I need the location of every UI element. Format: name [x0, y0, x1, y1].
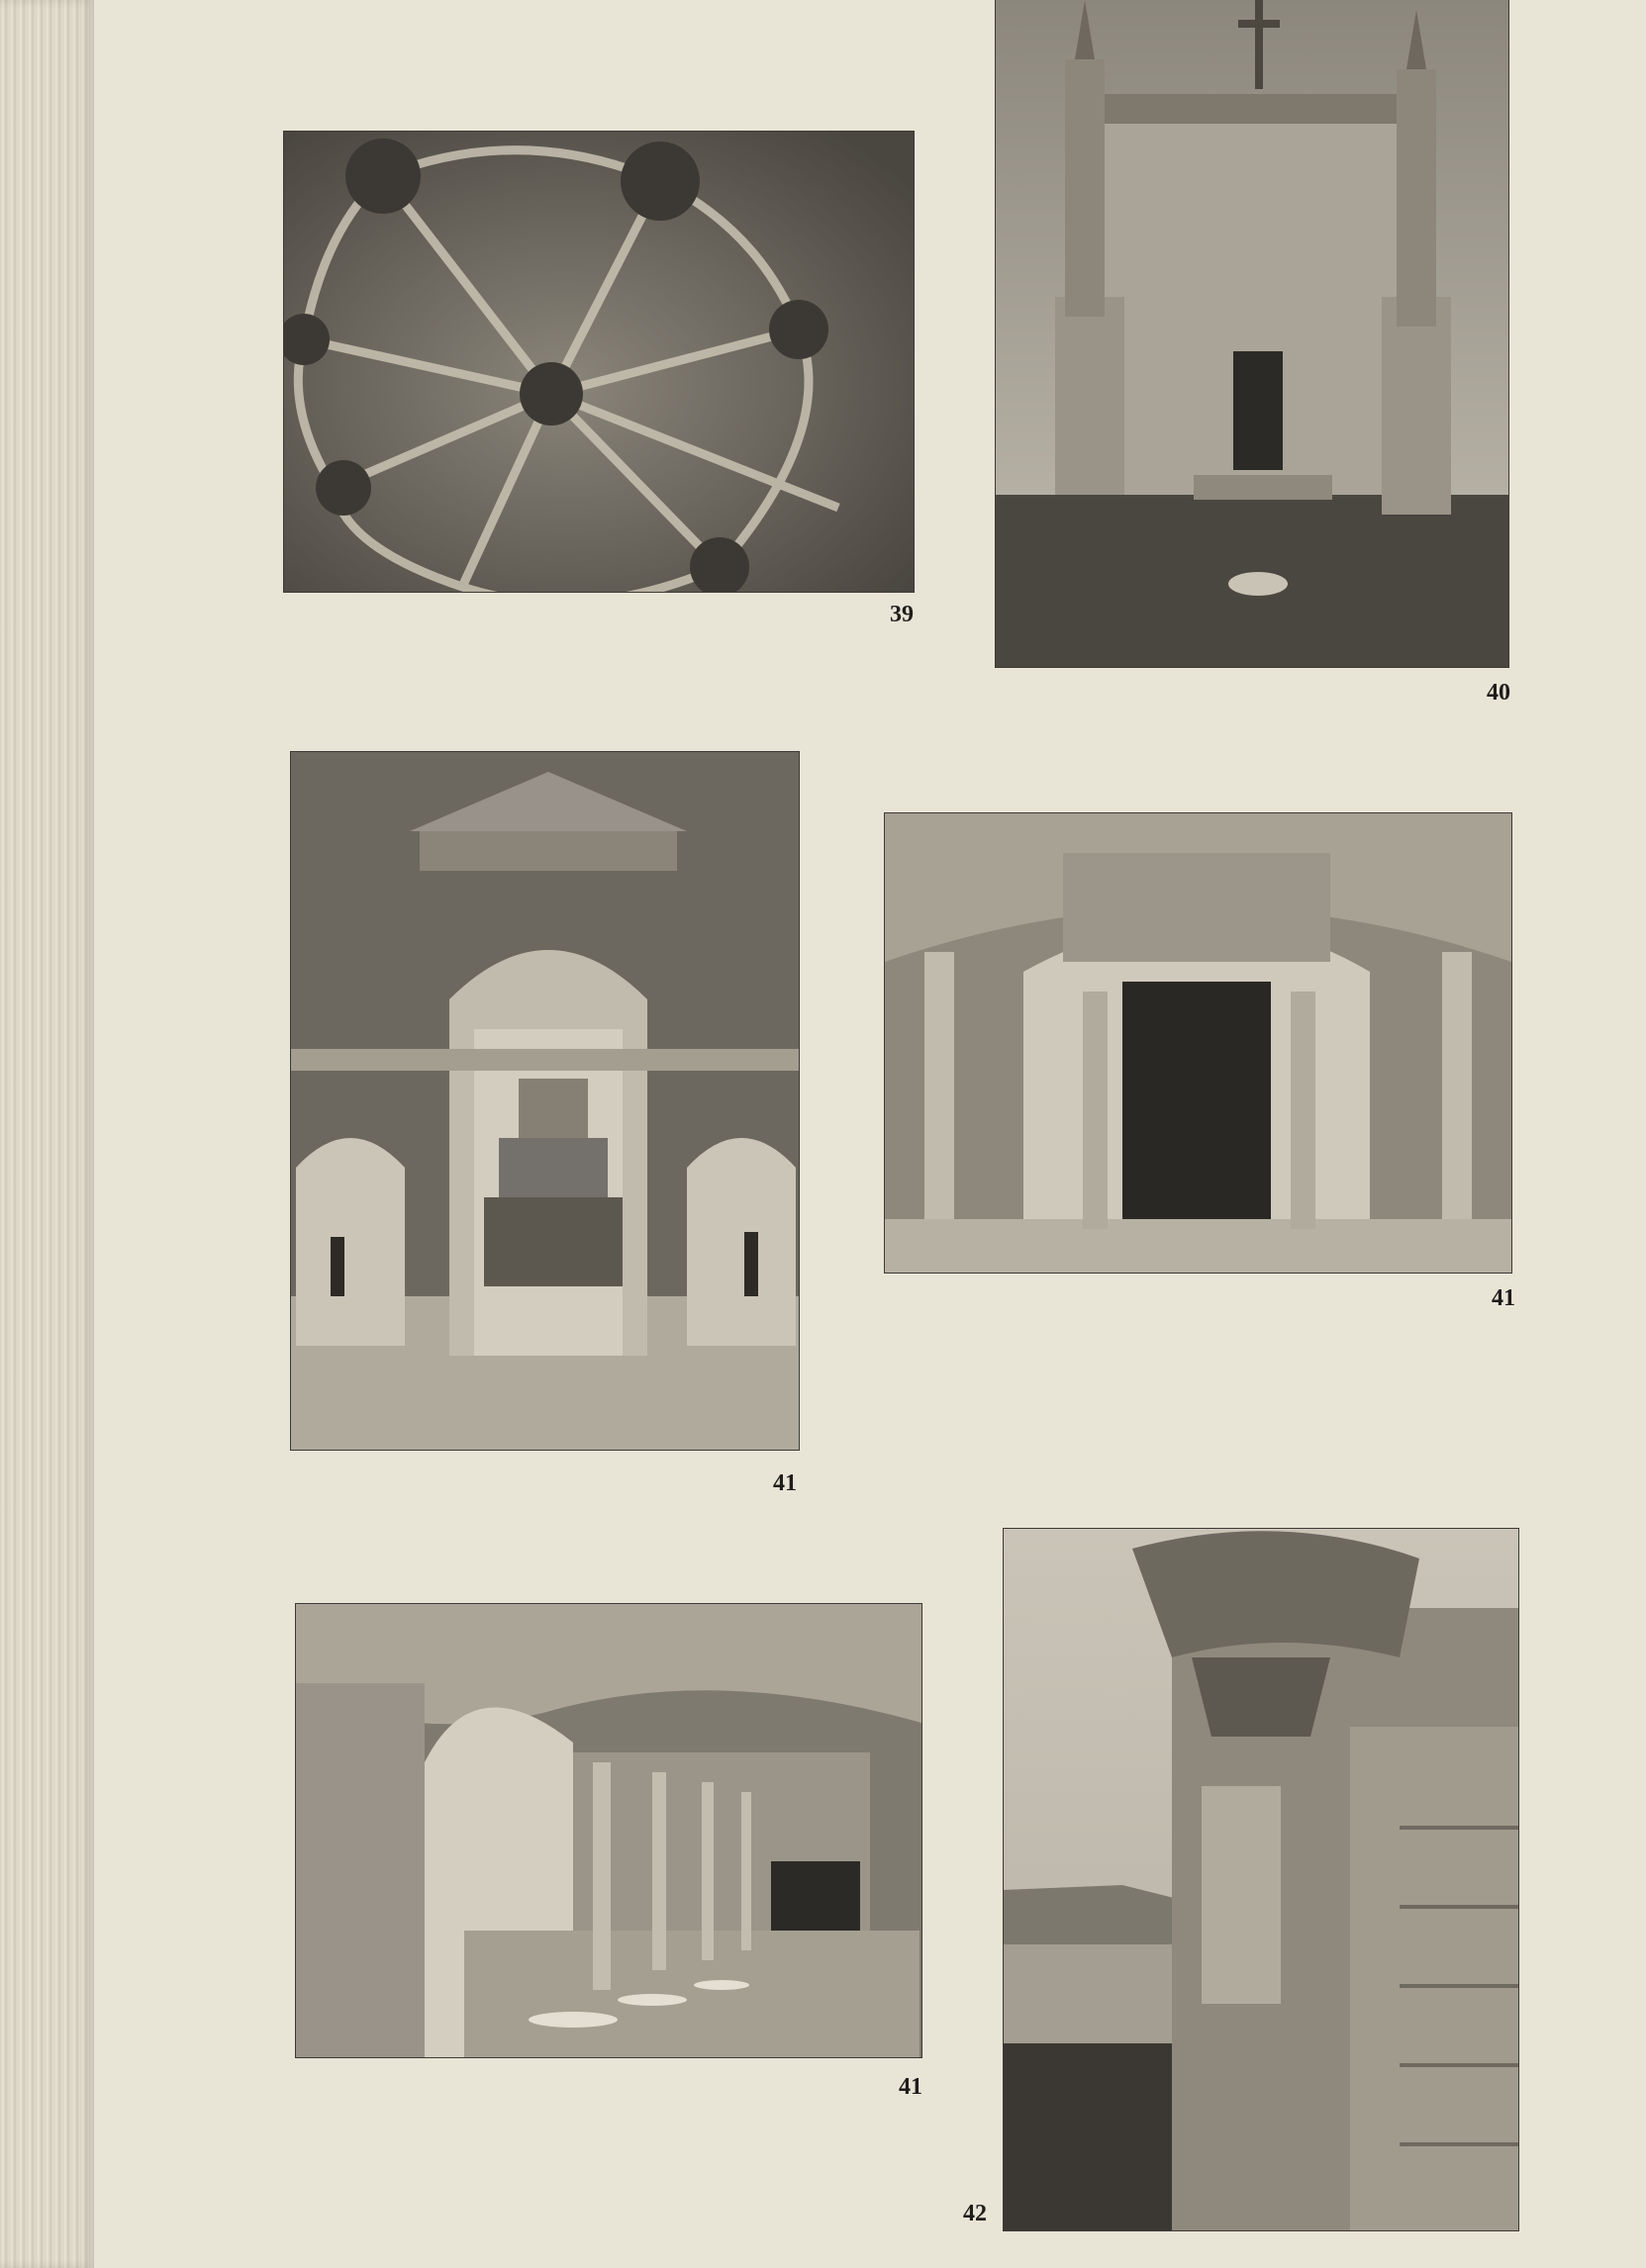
photo-chapel-exterior [996, 0, 1508, 667]
plate-number-41-a: 41 [773, 1470, 797, 1496]
plate-number-41-b: 41 [1492, 1285, 1515, 1311]
plate-number-42: 42 [963, 2201, 987, 2226]
book-page-edges [0, 0, 94, 2268]
photo-vault-ceiling [284, 132, 914, 592]
photo-tower-balcony [1004, 1529, 1518, 2230]
photo-tomb-arch [291, 752, 799, 1450]
photo-cloister [296, 1604, 921, 2057]
plate-number-41-c: 41 [899, 2074, 922, 2100]
plate-number-39: 39 [890, 602, 914, 627]
plate-number-40: 40 [1487, 680, 1510, 706]
photo-portal [885, 813, 1511, 1273]
